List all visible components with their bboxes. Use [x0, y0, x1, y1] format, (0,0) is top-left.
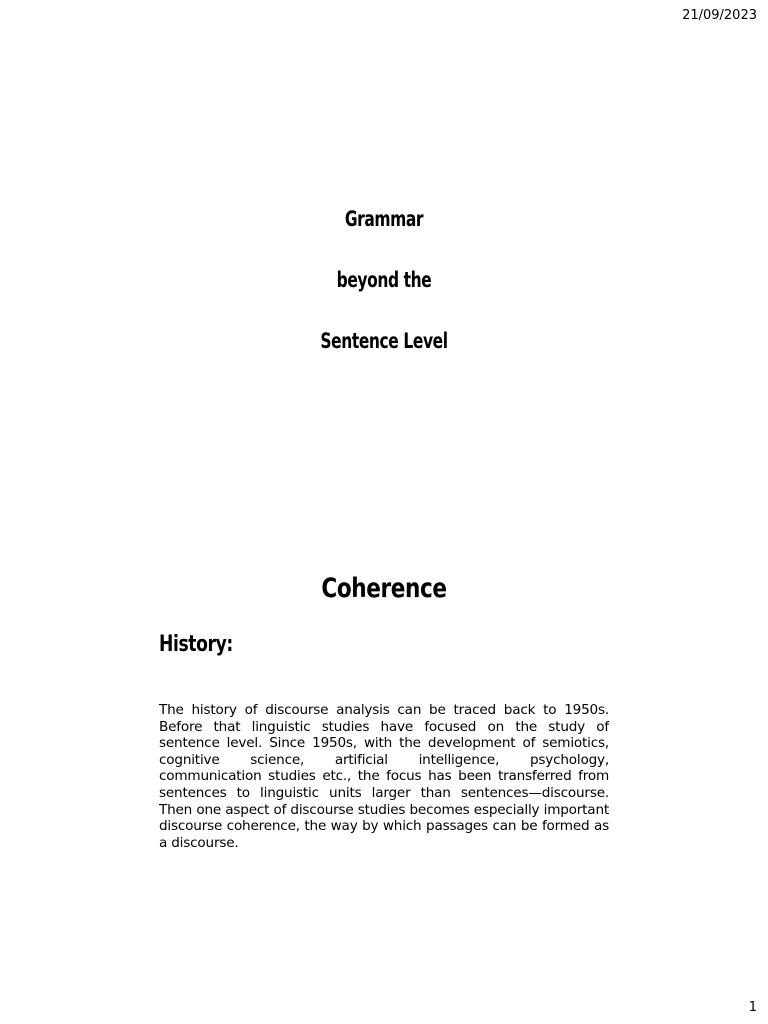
title-line-2: beyond the [336, 268, 432, 292]
page-number: 1 [748, 1000, 757, 1015]
title-block [0, 203, 768, 386]
body-paragraph: The history of discourse analysis can be traced back to 1950s. Before that linguistic studies have focused on the study of sentence level. Since 1950s, with the development of semiotics, cognitive science, artificial intelligence, psychology, communication studies etc., the focus has been transferred from sentences to linguistic units larger than sentences—discourse. Then one aspect of discourse studies becomes especially important discourse coherence, the way by which passages can be formed as a discourse. [159, 702, 609, 851]
section-subheading: History: [159, 632, 233, 657]
title-line-1: Grammar [344, 207, 424, 231]
section-heading: Coherence [321, 573, 447, 604]
title-line-3: Sentence Level [320, 329, 448, 353]
slide-date: 21/09/2023 [682, 8, 757, 23]
